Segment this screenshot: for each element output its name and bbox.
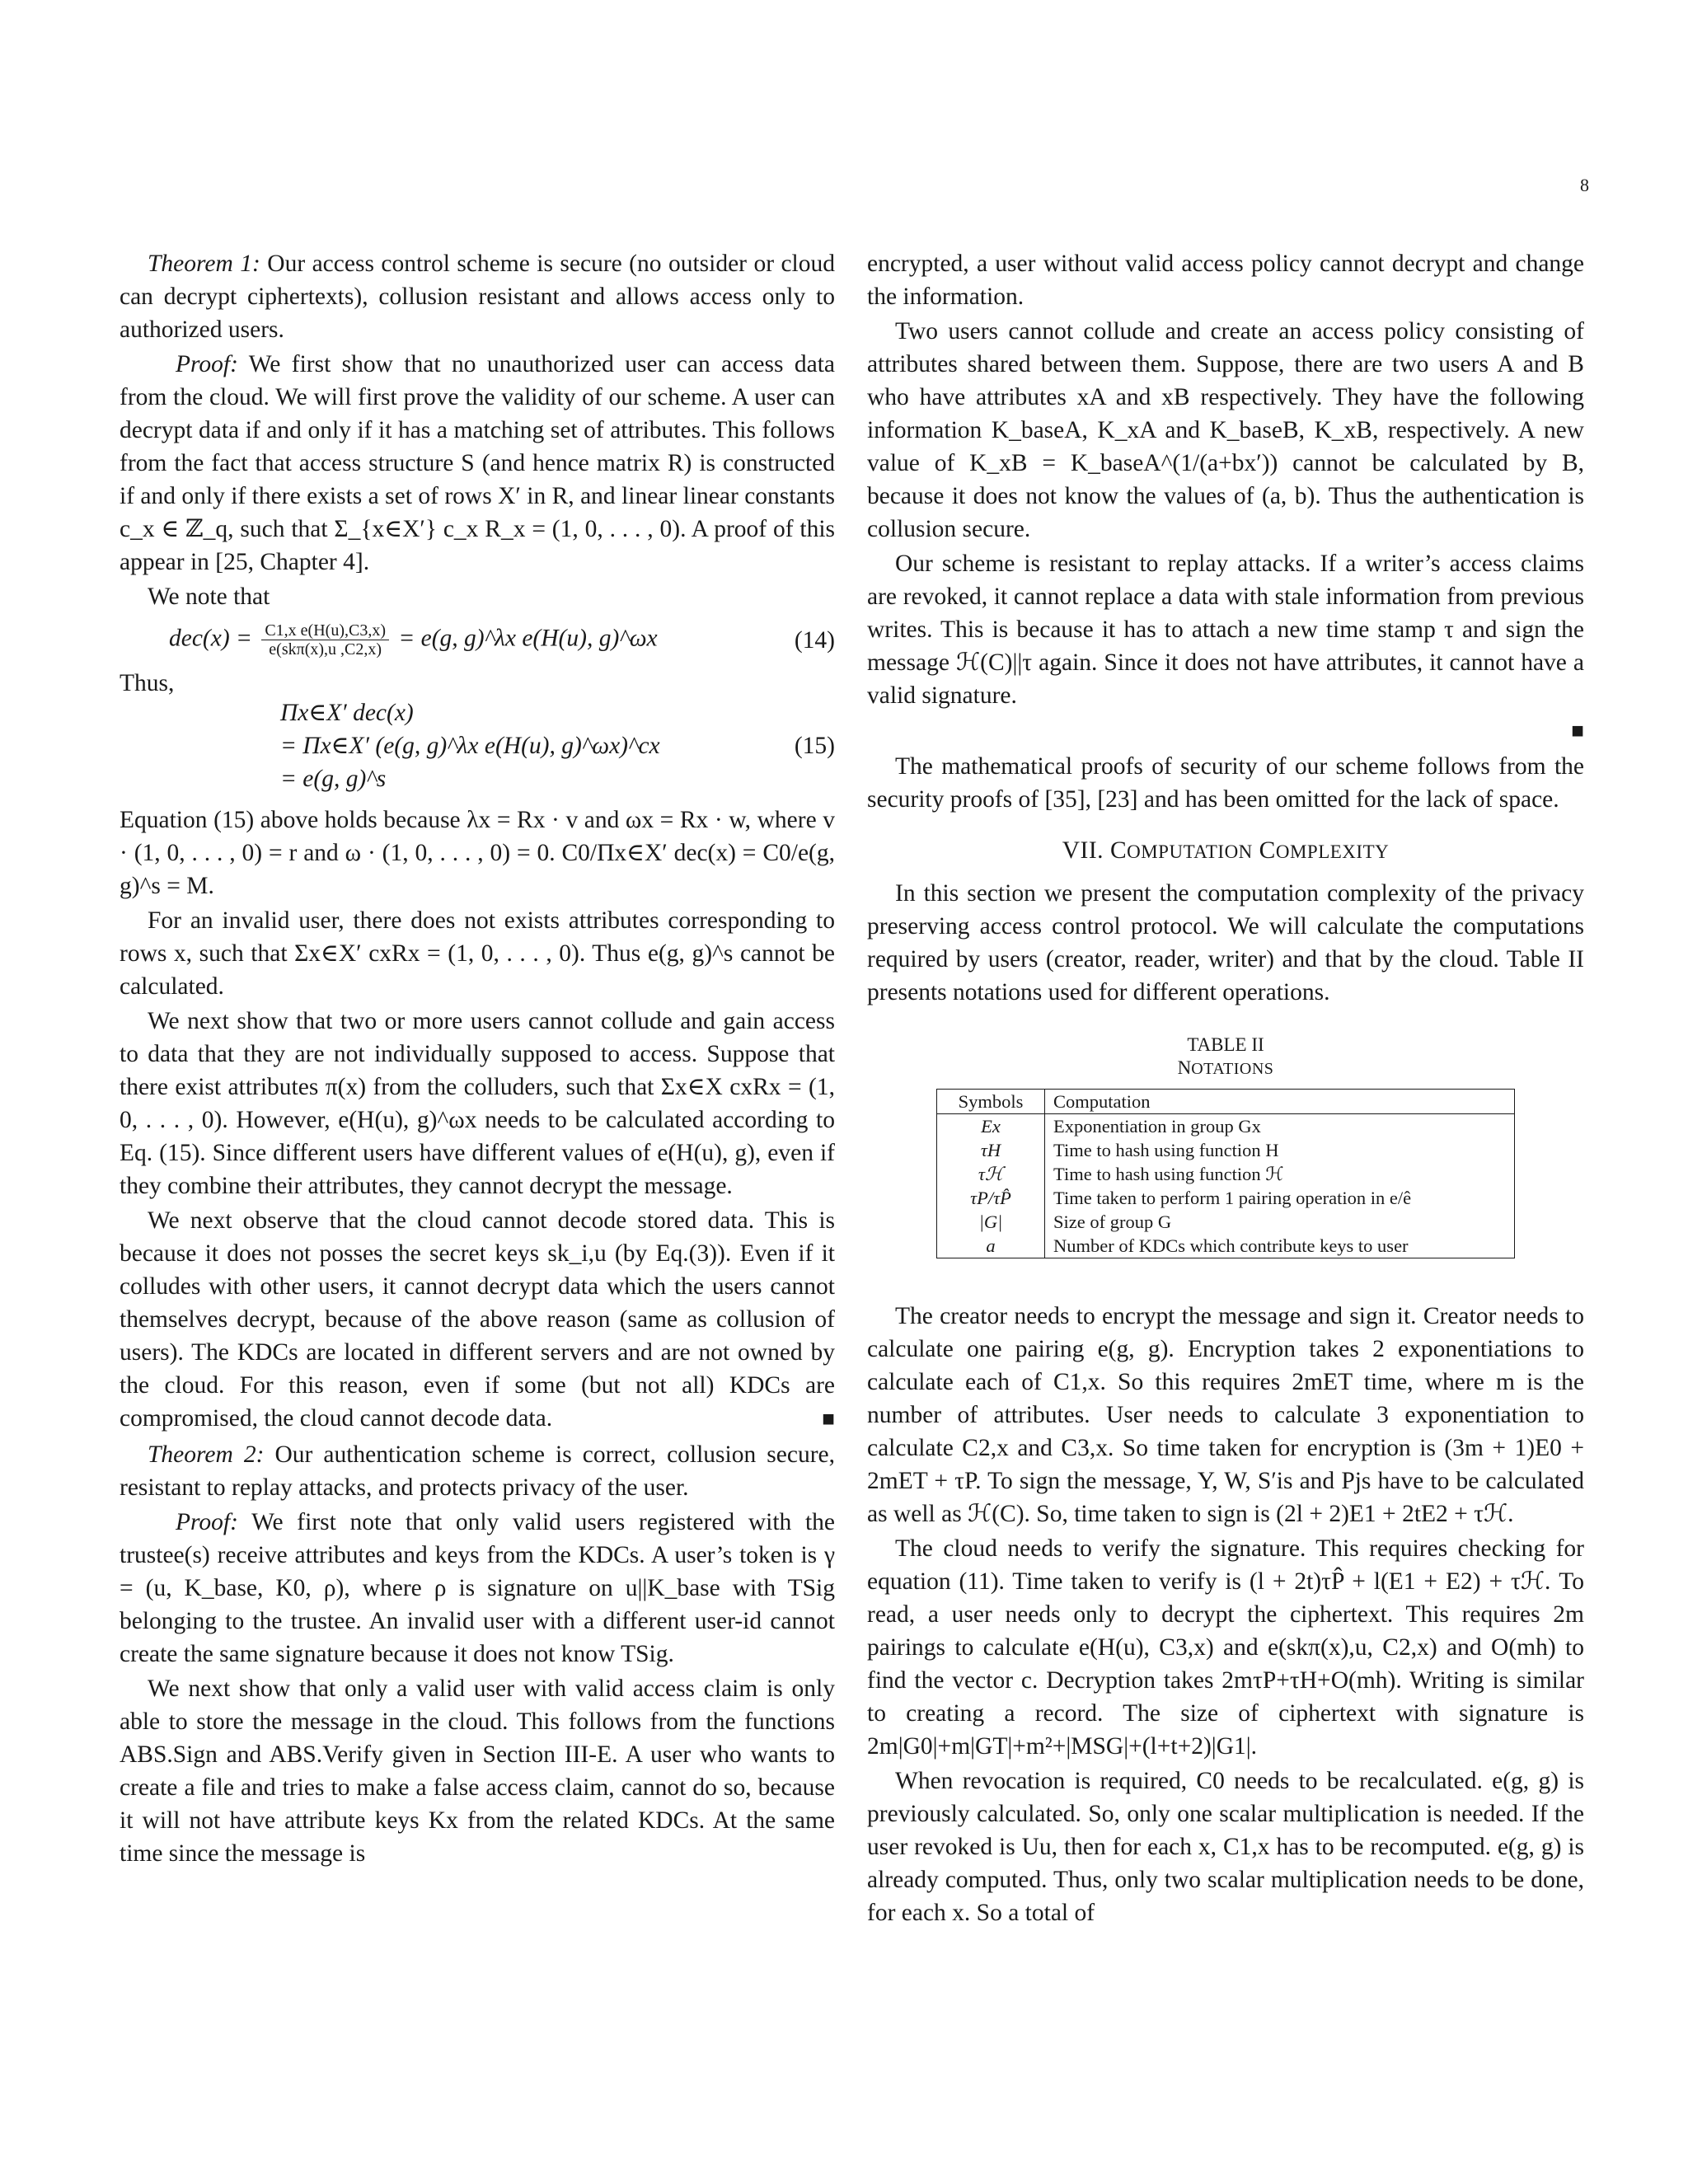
theorem-2-text: Our authentication scheme is correct, collusion secure, resistant to replay attacks, and protects privacy of the user. <box>120 1441 835 1501</box>
theorem-1-text: Our access control scheme is secure (no outsider or cloud can decrypt ciphertexts), collusion resistant and allows access only to authorized users. <box>120 251 836 343</box>
para-replay: Our scheme is resistant to replay attacks. If a writer’s access claims are revoked, it cannot replace a data with stale information from previous writes. This is because it has to attach a new time stamp τ and sign the message ℋ(C)||τ again. Since it does not have attributes, it cannot have a valid signature. <box>867 551 1584 709</box>
theorem-2-head: Theorem 2: <box>148 1441 265 1468</box>
proof-1-text: We first show that no unauthorized user can access data from the cloud. We will first prove the validity of our scheme. A user can decrypt data if and only if it has a matching set of attributes. This follows from the fact that access structure S (and hence matrix R) is constructed if and only if there exists a set of rows X′ in R, and linear linear constants c_x ∈ ℤ_q, such that Σ_{x∈X′} c_x R_x = (1, 0, . . . , 0). A proof of this appear in [25, Chapter 4]. <box>120 351 835 575</box>
table-row: |G| Size of group G <box>937 1210 1515 1234</box>
para-invalid-user: For an invalid user, there does not exists attributes corresponding to rows x, such that Σx∈X′ cxRx = (1, 0, . . . , 0). Thus e(g, g)^s cannot be calculated. <box>120 907 835 1000</box>
equation-14 <box>120 621 835 658</box>
qed-mark-2: ■ <box>1571 719 1584 743</box>
proof-2-head: Proof: <box>176 1509 238 1535</box>
eq15-line-1: Πx∈X′ dec(x) <box>280 700 414 726</box>
theorem-2 <box>120 1438 835 1504</box>
para-continued: encrypted, a user without valid access policy cannot decrypt and change the information. <box>867 251 1584 310</box>
right-column <box>867 247 1584 1931</box>
table-header-row <box>937 1090 1515 1114</box>
proof-1 <box>120 348 835 579</box>
table-row: Ex Exponentiation in group Gx <box>937 1114 1515 1139</box>
table-header-symbols: Symbols <box>937 1090 1045 1114</box>
eq15-number: (15) <box>794 733 835 759</box>
eq15-line-2: = Πx∈X′ (e(g, g)^λx e(H(u), g)^ωx)^cx <box>280 733 660 759</box>
proof-2 <box>120 1506 835 1671</box>
page-number: 8 <box>1580 175 1589 195</box>
para-store: We next show that only a valid user with valid access claim is only able to store the message in the cloud. This follows from the functions ABS.Sign and ABS.Verify given in Section III-E. A user who wants to create a file and tries to make a false access claim, cannot do so, because it will not have attribute keys Kx from the related KDCs. At the same time since the message is <box>120 1675 835 1867</box>
para-cloud: We next observe that the cloud cannot decode stored data. This is because it does not posses the secret keys sk_i,u (by Eq.(3)). Even if it colludes with other users, it cannot decrypt data which the users cannot themselves decrypt, because of the above reason (same as collusion of users). The KDCs are located in different servers and are not owned by the cloud. For this reason, even if some (but not all) KDCs are compromised, the cloud cannot decode data. <box>120 1207 835 1432</box>
eq14-number: (14) <box>794 626 835 654</box>
para-math-proofs: The mathematical proofs of security of our scheme follows from the security proofs of [35], [23] and has been omitted for the lack of space. <box>867 753 1584 813</box>
eq14-lhs: dec(x) = <box>169 625 252 652</box>
table-row: τH Time to hash using function H <box>937 1138 1515 1162</box>
table-row: τℋ Time to hash using function ℋ <box>937 1162 1515 1186</box>
eq14-numerator: C1,x e(H(u),C3,x) <box>261 621 389 640</box>
table-header-computation: Computation <box>1045 1090 1515 1114</box>
para-revocation: When revocation is required, C0 needs to be recalculated. e(g, g) is previously calculated. So, only one scalar multiplication is needed. If the user revoked is Uu, then for each x, C1,x has to be recomputed. e(g, g) is already computed. Thus, only two scalar multiplication needs to be done, for each x. So a total of <box>867 1768 1584 1926</box>
section-number: VII. <box>1062 837 1104 864</box>
table-title: NOTATIONS <box>1177 1057 1274 1078</box>
section-title: COMPUTATION COMPLEXITY <box>1109 837 1390 864</box>
eq14-rhs: = e(g, g)^λx e(H(u), g)^ωx <box>398 625 658 652</box>
proof-1-head: Proof: <box>176 351 238 377</box>
para-creator: The creator needs to encrypt the message and sign it. Creator needs to calculate one pairing e(g, g). Encryption takes 2 exponentiations to calculate each of C1,x. So this requires 2mET time, where m is the number of attributes. User needs to calculate 3 exponentiation to calculate C2,x and C3,x. So time taken for encryption is (3m + 1)E0 + 2mET + τP. To sign the message, Y, W, S′is and Pjs have to be calculated as well as ℋ(C). So, time taken to sign is (2l + 2)E1 + 2tE2 + τℋ. <box>867 1303 1584 1527</box>
table-row: τP/τP̂ Time taken to perform 1 pairing operation in e/ê <box>937 1186 1515 1210</box>
para-section-intro: In this section we present the computation complexity of the privacy preserving access control protocol. We will calculate the computations required by users (creator, reader, writer) and that by the cloud. Table II presents notations used for different operations. <box>867 880 1584 1005</box>
proof-2-text: We first note that only valid users registered with the trustee(s) receive attributes and keys from the KDCs. A user’s token is γ = (u, K_base, K0, ρ), where ρ is signature on u||K_base with TSig belonging to the trustee. An invalid user with a different user-id cannot create the same signature because it does not know TSig. <box>120 1509 835 1667</box>
left-column <box>120 247 835 1872</box>
para-verify: The cloud needs to verify the signature. This requires checking for equation (11). Time taken to verify is (l + 2t)τP̂ + l(E1 + E2) + τℋ. To read, a user needs only to decrypt the ciphertext. This requires 2m pairings to calculate e(H(u), C3,x) and e(skπ(x),u, C2,x) and O(mh) to find the vector c. Decryption takes 2mτP+τH+O(mh). Writing is similar to creating a record. The size of ciphertext with signature is 2m|G0|+m|GT|+m²+|MSG|+(l+t+2)|G1|. <box>867 1535 1584 1760</box>
qed-mark-1: ■ <box>822 1407 835 1431</box>
note-that: We note that <box>148 583 270 610</box>
notation-table <box>936 1089 1515 1258</box>
table-caption <box>867 1033 1584 1080</box>
para-two-users: Two users cannot collude and create an access policy consisting of attributes shared between them. Suppose, there are two users A and B who have attributes xA and xB respectively. They have the following information K_baseA, K_xA and K_baseB, K_xB, respectively. A new value of K_xB = K_baseA^(1/(a+bx′)) cannot be calculated by B, because it does not know the values of (a, b). Thus the authentication is collusion secure. <box>867 318 1584 542</box>
table-label: TABLE II <box>1187 1034 1264 1055</box>
eq14-fraction <box>261 621 389 658</box>
eq14-denominator: e(skπ(x),u ,C2,x) <box>269 640 382 658</box>
eq15-line-3: = e(g, g)^s <box>280 766 387 792</box>
equation-15 <box>120 696 835 795</box>
section-heading <box>867 834 1584 869</box>
para-collusion: We next show that two or more users cannot collude and gain access to data that they are not individually supposed to access. Suppose that there exist attributes π(x) from the colluders, such that Σx∈X cxRx = (1, 0, . . . , 0). However, e(H(u), g)^ωx needs to be calculated according to Eq. (15). Since different users have different values of e(H(u), g), even if they combine their attributes, they cannot decrypt the message. <box>120 1008 835 1199</box>
table-row: a Number of KDCs which contribute keys to user <box>937 1234 1515 1258</box>
para-eq15: Equation (15) above holds because λx = Rx · v and ωx = Rx · w, where v · (1, 0, . . . , 0) = r and ω · (1, 0, . . . , 0) = 0. C0/Πx∈X′ dec(x) = C0/e(g, g)^s = M. <box>120 807 835 899</box>
thus: Thus, <box>120 670 175 696</box>
theorem-1-head: Theorem 1: <box>148 251 260 277</box>
theorem-1 <box>120 247 835 346</box>
